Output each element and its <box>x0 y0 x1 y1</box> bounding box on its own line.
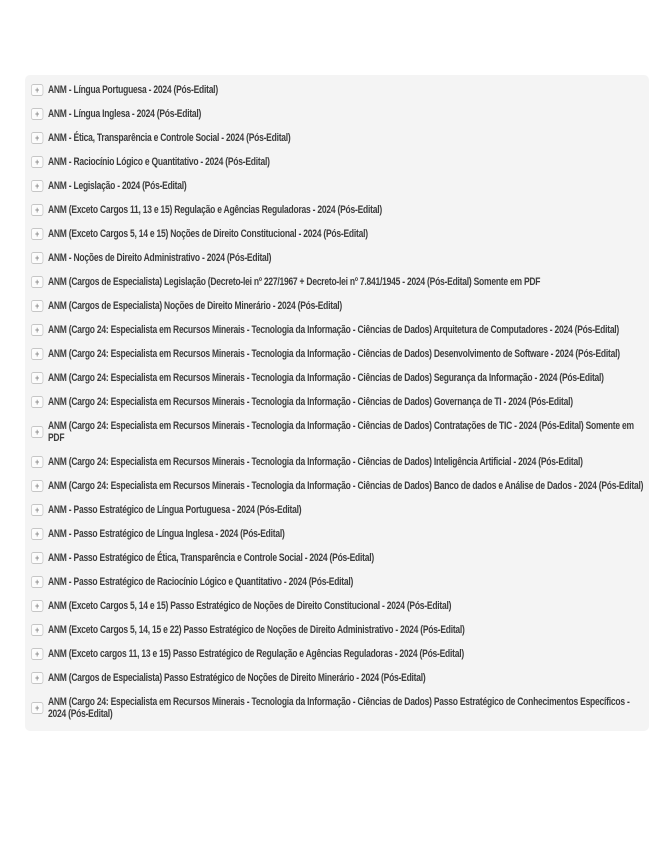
course-list-item[interactable] <box>31 600 649 612</box>
plus-glyph: + <box>35 277 40 287</box>
expand-toggle-icon[interactable] <box>31 648 43 660</box>
expand-toggle-icon[interactable] <box>31 480 43 492</box>
expand-toggle-icon[interactable] <box>31 624 43 636</box>
course-list-item[interactable] <box>31 132 649 144</box>
course-title[interactable]: ANM (Cargo 24: Especialista em Recursos Minerais - Tecnologia da Informação - Ciências de Dados) Arquitetura de Computadores - 2024 (Pós-Edital) <box>47 324 620 336</box>
course-list-item[interactable] <box>31 552 649 564</box>
course-list-item[interactable] <box>31 228 649 240</box>
course-title[interactable]: ANM (Exceto Cargos 5, 14 e 15) Passo Estratégico de Noções de Direito Constitucional - 2024 (Pós-Edital) <box>47 600 452 612</box>
course-title[interactable]: ANM - Passo Estratégico de Língua Portuguesa - 2024 (Pós-Edital) <box>47 504 302 516</box>
course-list-item[interactable] <box>31 420 649 444</box>
plus-glyph: + <box>35 601 40 611</box>
course-title[interactable]: ANM (Cargo 24: Especialista em Recursos Minerais - Tecnologia da Informação - Ciências de Dados) Contratações de TIC - 2024 (Pós-Edital) Somente em PDF <box>47 420 634 444</box>
expand-toggle-icon[interactable] <box>31 600 43 612</box>
plus-glyph: + <box>35 301 40 311</box>
expand-toggle-icon[interactable] <box>31 528 43 540</box>
course-list-item[interactable] <box>31 396 649 408</box>
plus-glyph: + <box>35 397 40 407</box>
expand-toggle-icon[interactable] <box>31 132 43 144</box>
expand-toggle-icon[interactable] <box>31 702 43 714</box>
course-list <box>31 84 649 720</box>
expand-toggle-icon[interactable] <box>31 276 43 288</box>
plus-glyph: + <box>35 373 40 383</box>
course-title[interactable]: ANM (Cargo 24: Especialista em Recursos Minerais - Tecnologia da Informação - Ciências de Dados) Desenvolvimento de Software - 2024 (Pós-Edital) <box>47 348 620 360</box>
course-list-item[interactable] <box>31 156 649 168</box>
plus-glyph: + <box>35 553 40 563</box>
expand-toggle-icon[interactable] <box>31 552 43 564</box>
course-list-item[interactable] <box>31 300 649 312</box>
course-title[interactable]: ANM (Cargo 24: Especialista em Recursos Minerais - Tecnologia da Informação - Ciências de Dados) Banco de dados e Análise de Dados - 2024 (Pós-Edital) <box>47 480 644 492</box>
plus-glyph: + <box>35 157 40 167</box>
expand-toggle-icon[interactable] <box>31 396 43 408</box>
course-list-item[interactable] <box>31 204 649 216</box>
expand-toggle-icon[interactable] <box>31 426 43 438</box>
expand-toggle-icon[interactable] <box>31 156 43 168</box>
plus-glyph: + <box>35 133 40 143</box>
plus-glyph: + <box>35 529 40 539</box>
course-list-item[interactable] <box>31 108 649 120</box>
plus-glyph: + <box>35 505 40 515</box>
course-title[interactable]: ANM - Noções de Direito Administrativo - 2024 (Pós-Edital) <box>47 252 272 264</box>
course-title[interactable]: ANM - Legislação - 2024 (Pós-Edital) <box>47 180 187 192</box>
course-title[interactable]: ANM - Ética, Transparência e Controle Social - 2024 (Pós-Edital) <box>47 132 291 144</box>
course-list-item[interactable] <box>31 324 649 336</box>
course-title[interactable]: ANM - Raciocínio Lógico e Quantitativo - 2024 (Pós-Edital) <box>47 156 270 168</box>
expand-toggle-icon[interactable] <box>31 180 43 192</box>
plus-glyph: + <box>35 649 40 659</box>
course-list-panel <box>25 75 649 731</box>
course-title[interactable]: ANM - Passo Estratégico de Raciocínio Lógico e Quantitativo - 2024 (Pós-Edital) <box>47 576 354 588</box>
course-list-item[interactable] <box>31 696 649 720</box>
course-title[interactable]: ANM - Língua Inglesa - 2024 (Pós-Edital) <box>47 108 202 120</box>
course-list-item[interactable] <box>31 348 649 360</box>
expand-toggle-icon[interactable] <box>31 252 43 264</box>
course-title[interactable]: ANM (Cargos de Especialista) Passo Estratégico de Noções de Direito Minerário - 2024 (Pós-Edital) <box>47 672 426 684</box>
course-title[interactable]: ANM (Exceto Cargos 5, 14, 15 e 22) Passo Estratégico de Noções de Direito Administrativo - 2024 (Pós-Edital) <box>47 624 465 636</box>
plus-glyph: + <box>35 325 40 335</box>
course-list-item[interactable] <box>31 480 649 492</box>
plus-glyph: + <box>35 181 40 191</box>
plus-glyph: + <box>35 673 40 683</box>
course-list-item[interactable] <box>31 504 649 516</box>
course-list-item[interactable] <box>31 528 649 540</box>
course-title[interactable]: ANM (Cargos de Especialista) Legislação (Decreto-lei nº 227/1967 + Decreto-lei nº 7.841/1945 - 2024 (Pós-Edital) Somente em PDF <box>47 276 541 288</box>
plus-glyph: + <box>35 703 40 713</box>
course-list-item[interactable] <box>31 84 649 96</box>
expand-toggle-icon[interactable] <box>31 504 43 516</box>
plus-glyph: + <box>35 577 40 587</box>
course-title[interactable]: ANM (Exceto cargos 11, 13 e 15) Passo Estratégico de Regulação e Agências Reguladoras - 2024 (Pós-Edital) <box>47 648 464 660</box>
plus-glyph: + <box>35 109 40 119</box>
course-title[interactable]: ANM (Cargo 24: Especialista em Recursos Minerais - Tecnologia da Informação - Ciências de Dados) Governança de TI - 2024 (Pós-Edital) <box>47 396 573 408</box>
course-title[interactable]: ANM (Cargos de Especialista) Noções de Direito Minerário - 2024 (Pós-Edital) <box>47 300 343 312</box>
course-list-item[interactable] <box>31 372 649 384</box>
course-list-item[interactable] <box>31 624 649 636</box>
plus-glyph: + <box>35 625 40 635</box>
course-list-item[interactable] <box>31 180 649 192</box>
course-list-item[interactable] <box>31 672 649 684</box>
course-title[interactable]: ANM - Passo Estratégico de Ética, Transparência e Controle Social - 2024 (Pós-Edital) <box>47 552 374 564</box>
plus-glyph: + <box>35 205 40 215</box>
plus-glyph: + <box>35 427 40 437</box>
expand-toggle-icon[interactable] <box>31 84 43 96</box>
expand-toggle-icon[interactable] <box>31 300 43 312</box>
expand-toggle-icon[interactable] <box>31 228 43 240</box>
expand-toggle-icon[interactable] <box>31 576 43 588</box>
plus-glyph: + <box>35 481 40 491</box>
expand-toggle-icon[interactable] <box>31 324 43 336</box>
course-title[interactable]: ANM - Língua Portuguesa - 2024 (Pós-Edital) <box>47 84 218 96</box>
expand-toggle-icon[interactable] <box>31 348 43 360</box>
course-list-item[interactable] <box>31 456 649 468</box>
course-title[interactable]: ANM (Cargo 24: Especialista em Recursos Minerais - Tecnologia da Informação - Ciências de Dados) Passo Estratégico de Conhecimentos Específicos - 2024 (Pós-Edital) <box>47 696 630 720</box>
plus-glyph: + <box>35 457 40 467</box>
course-list-item[interactable] <box>31 252 649 264</box>
expand-toggle-icon[interactable] <box>31 108 43 120</box>
course-list-item[interactable] <box>31 576 649 588</box>
expand-toggle-icon[interactable] <box>31 456 43 468</box>
expand-toggle-icon[interactable] <box>31 204 43 216</box>
plus-glyph: + <box>35 349 40 359</box>
plus-glyph: + <box>35 85 40 95</box>
course-title[interactable]: ANM (Cargo 24: Especialista em Recursos Minerais - Tecnologia da Informação - Ciências de Dados) Segurança da Informação - 2024 (Pós-Edital) <box>47 372 604 384</box>
plus-glyph: + <box>35 229 40 239</box>
course-title[interactable]: ANM (Exceto Cargos 11, 13 e 15) Regulação e Agências Reguladoras - 2024 (Pós-Edital) <box>47 204 382 216</box>
plus-glyph: + <box>35 253 40 263</box>
course-title[interactable]: ANM (Cargo 24: Especialista em Recursos Minerais - Tecnologia da Informação - Ciências de Dados) Inteligência Artificial - 2024 (Pós-Edital) <box>47 456 583 468</box>
course-title[interactable]: ANM - Passo Estratégico de Língua Inglesa - 2024 (Pós-Edital) <box>47 528 285 540</box>
expand-toggle-icon[interactable] <box>31 672 43 684</box>
course-list-item[interactable] <box>31 648 649 660</box>
course-title[interactable]: ANM (Exceto Cargos 5, 14 e 15) Noções de Direito Constitucional - 2024 (Pós-Edital) <box>47 228 368 240</box>
expand-toggle-icon[interactable] <box>31 372 43 384</box>
course-list-item[interactable] <box>31 276 649 288</box>
